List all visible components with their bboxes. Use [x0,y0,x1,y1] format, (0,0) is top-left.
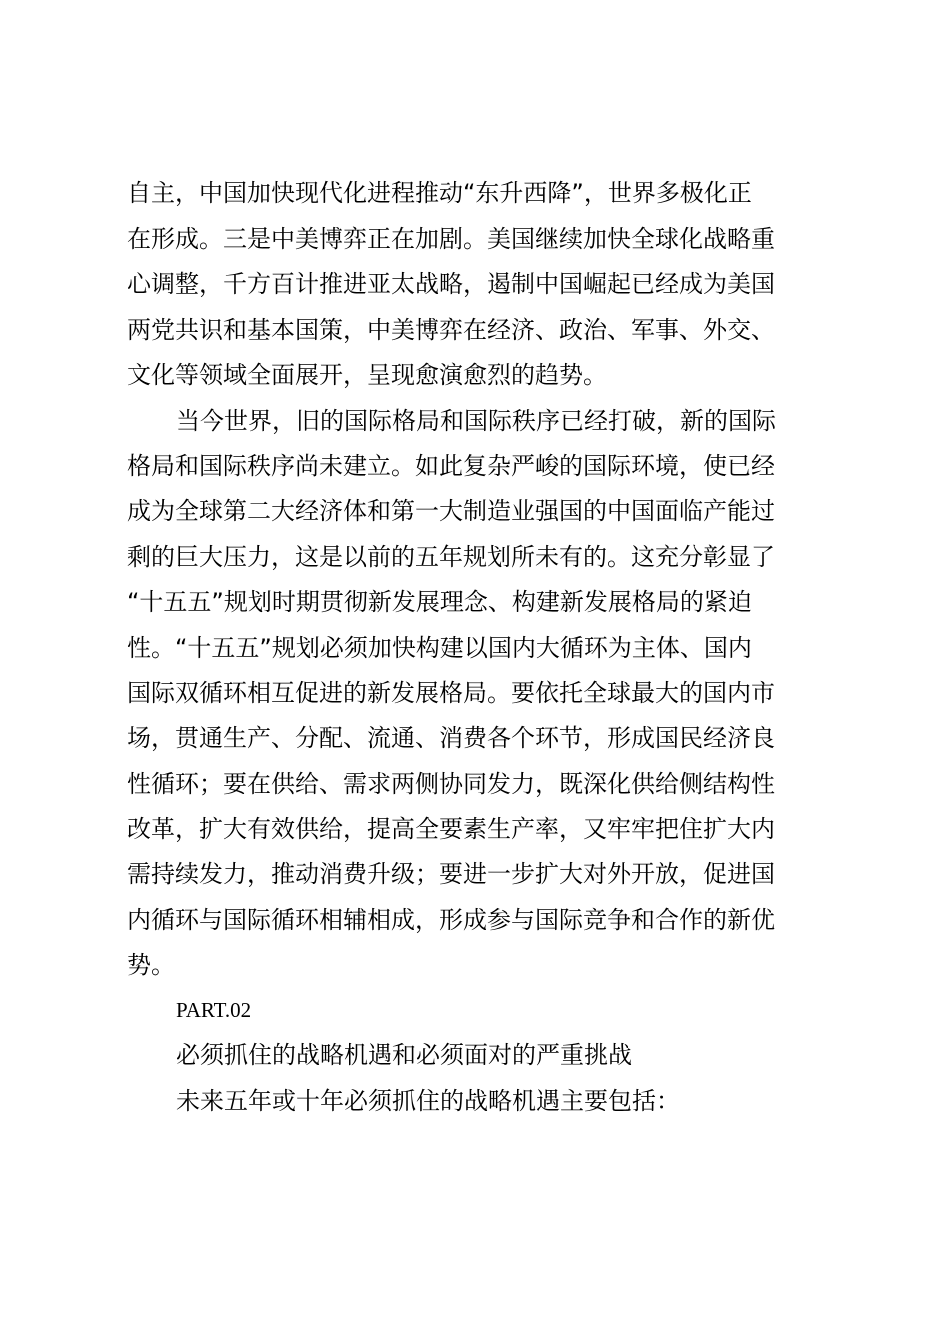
paragraph-2-line-8: 场，贯通生产、分配、流通、消费各个环节，形成国民经济良 [127,724,775,752]
paragraph-1-line-5: 文化等领域全面展开，呈现愈演愈烈的趋势。 [127,361,607,389]
paragraph-2-line-13: 势。 [127,951,175,979]
paragraph-1-line-4: 两党共识和基本国策，中美博弈在经济、政治、军事、外交、 [127,316,775,344]
section-heading: 必须抓住的战略机遇和必须面对的严重挑战 [176,1041,632,1069]
paragraph-2-line-11: 需持续发力，推动消费升级；要进一步扩大对外开放，促进国 [127,860,775,888]
paragraph-2-line-9: 性循环；要在供给、需求两侧协同发力，既深化供给侧结构性 [127,770,775,798]
paragraph-2-line-2: 格局和国际秩序尚未建立。如此复杂严峻的国际环境，使已经 [127,452,775,480]
paragraph-2-line-7: 国际双循环相互促进的新发展格局。要依托全球最大的国内市 [127,679,775,707]
section-intro: 未来五年或十年必须抓住的战略机遇主要包括： [176,1087,680,1115]
paragraph-2-line-6: 性。“十五五”规划必须加快构建以国内大循环为主体、国内 [127,634,752,662]
paragraph-1-line-1: 自主，中国加快现代化进程推动“东升西降”，世界多极化正 [127,179,752,207]
paragraph-1-line-3: 心调整，千方百计推进亚太战略，遏制中国崛起已经成为美国 [127,270,775,298]
paragraph-2-line-4: 剩的巨大压力，这是以前的五年规划所未有的。这充分彰显了 [127,543,775,571]
paragraph-1-line-2: 在形成。三是中美博弈正在加剧。美国继续加快全球化战略重 [127,225,775,253]
paragraph-2-line-5: “十五五”规划时期贯彻新发展理念、构建新发展格局的紧迫 [127,588,752,616]
paragraph-2-line-12: 内循环与国际循环相辅相成，形成参与国际竞争和合作的新优 [127,906,775,934]
paragraph-2-line-1: 当今世界，旧的国际格局和国际秩序已经打破，新的国际 [176,407,776,435]
section-label: PART.02 [176,998,252,1022]
paragraph-2-line-10: 改革，扩大有效供给，提高全要素生产率，又牢牢把住扩大内 [127,815,775,843]
paragraph-2-line-3: 成为全球第二大经济体和第一大制造业强国的中国面临产能过 [127,497,775,525]
